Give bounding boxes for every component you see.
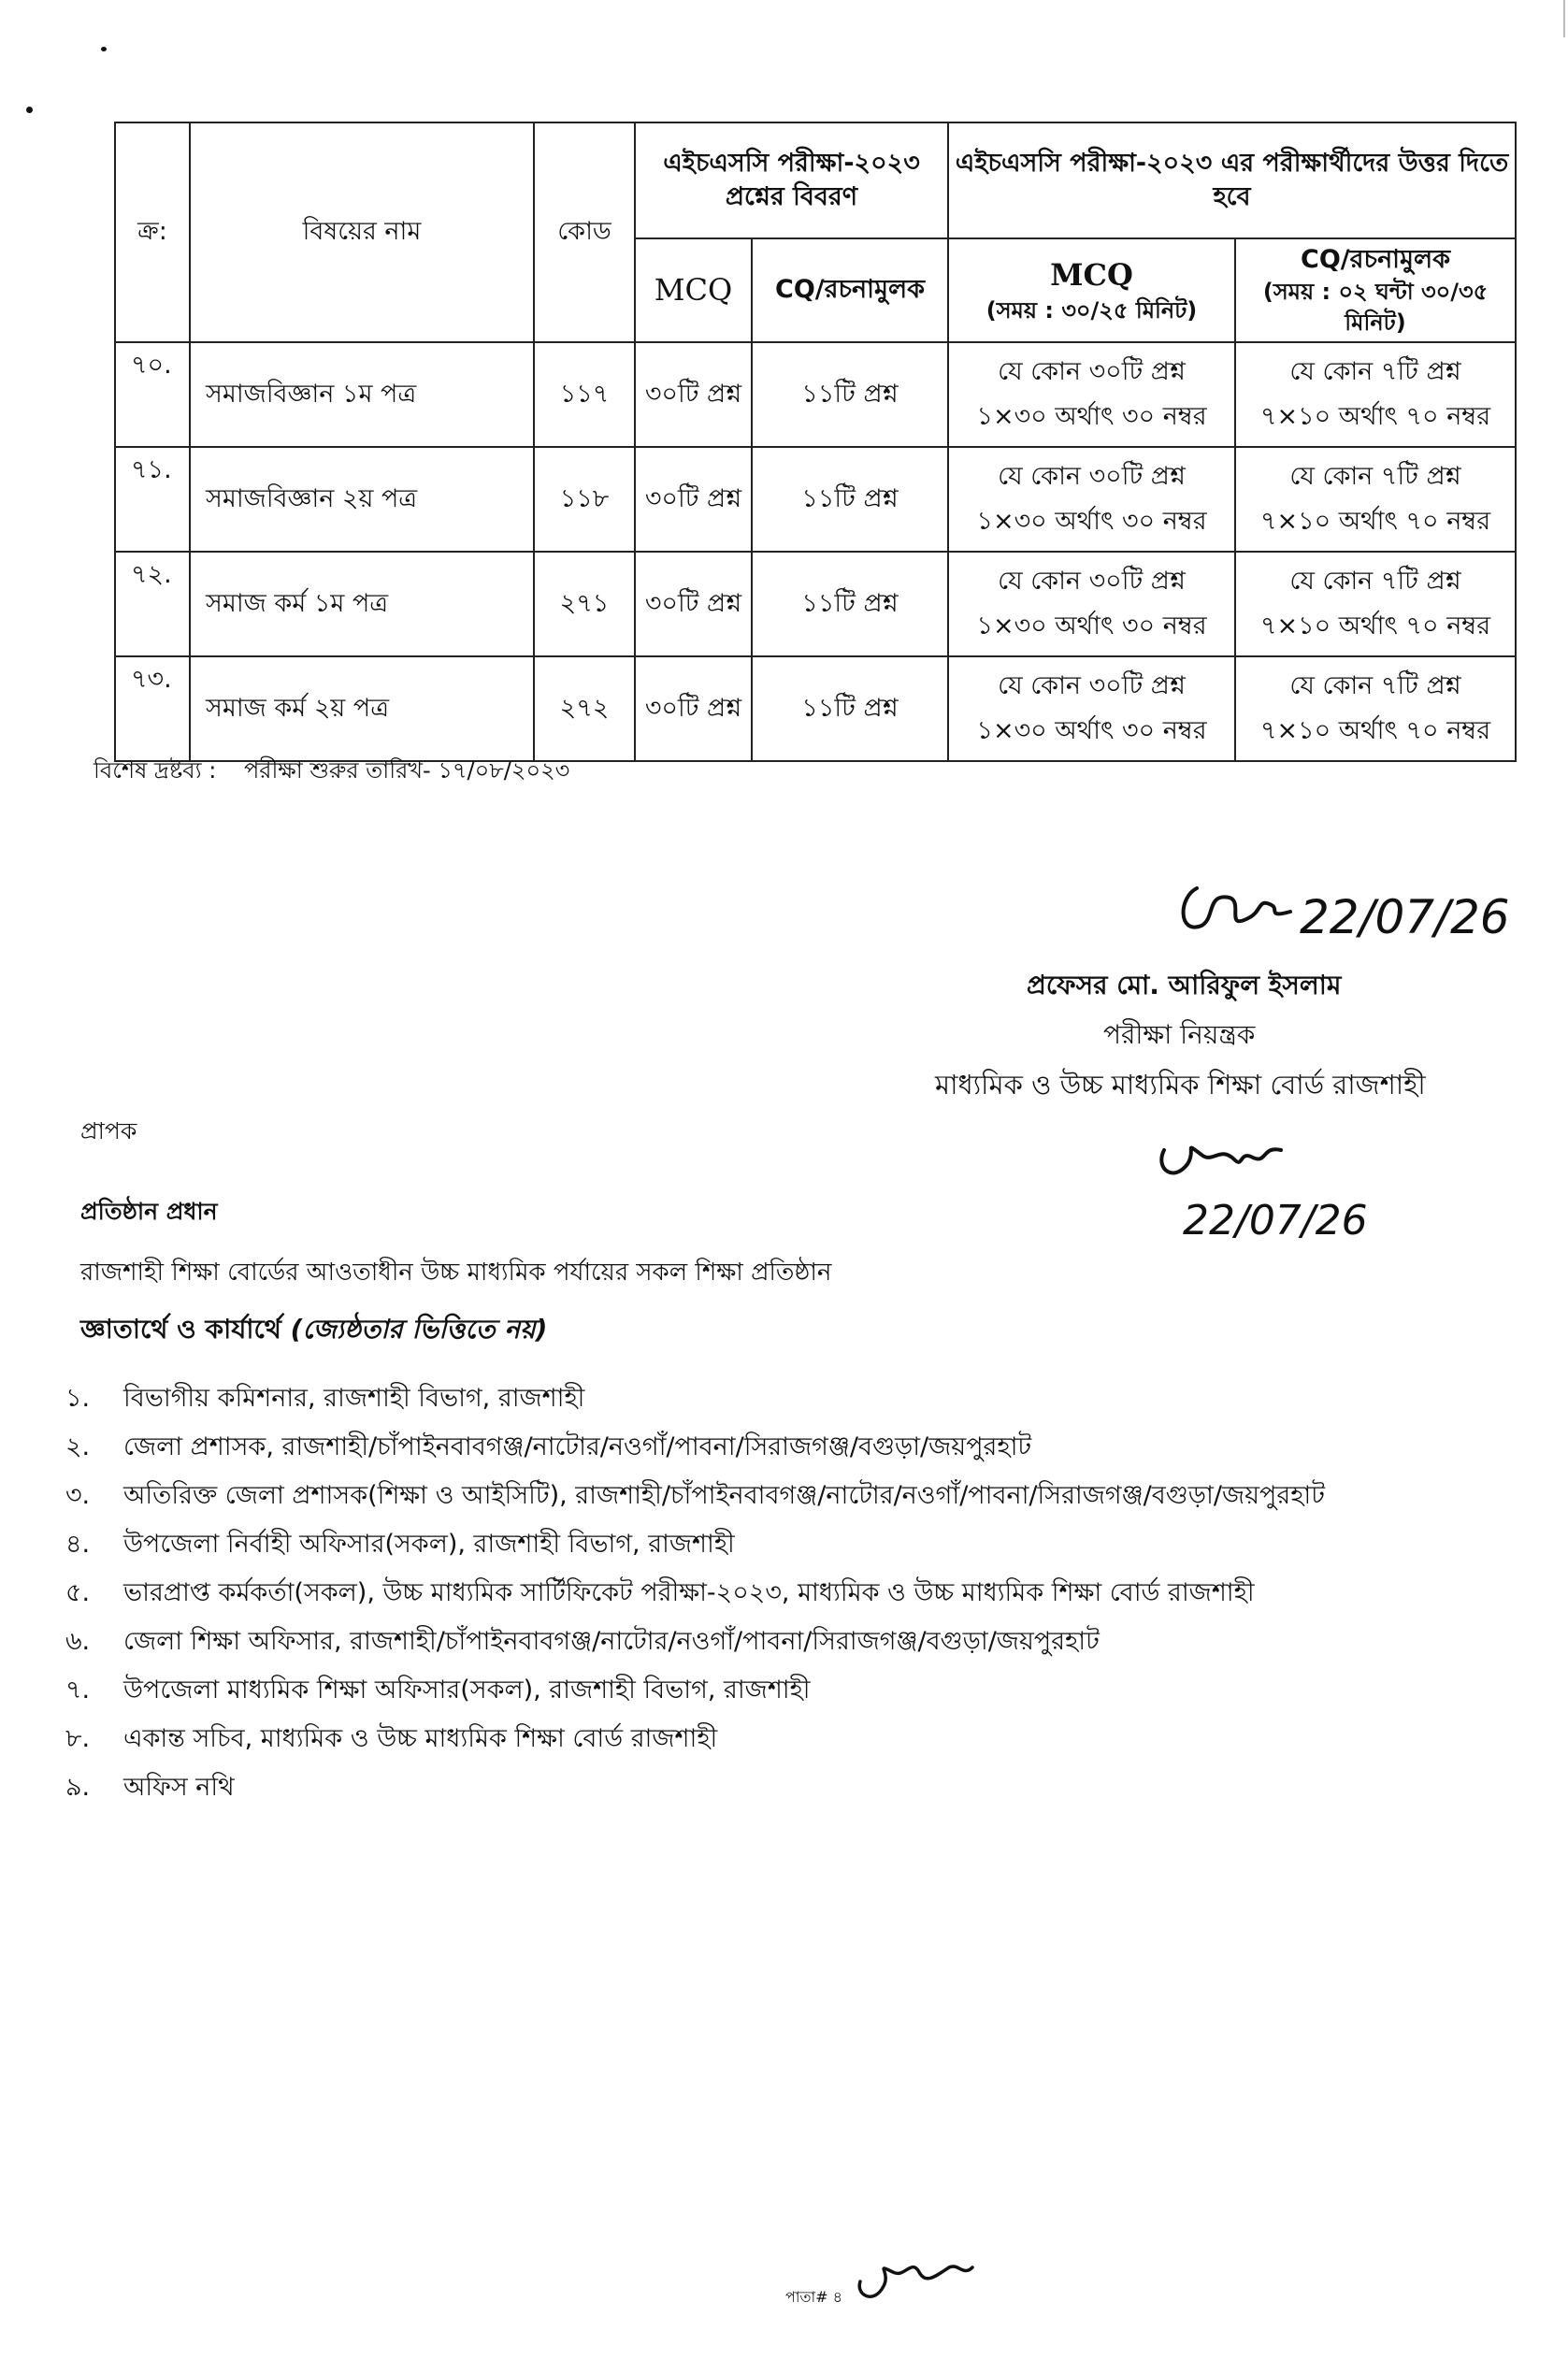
table-row [115, 447, 1516, 552]
row-serial: ৭১. [115, 447, 190, 552]
row-code: ১১৮ [534, 447, 635, 552]
row-cq-answer-marks: ৭×১০ অর্থাৎ ৭০ নম্বর [1259, 716, 1491, 746]
row-code: ২৭১ [534, 552, 635, 656]
row-mcq-answer-count: যে কোন ৩০টি প্রশ্ন [998, 356, 1186, 386]
list-item [65, 1472, 1524, 1520]
list-item [65, 1666, 1524, 1715]
exam-table [114, 122, 1517, 762]
row-cq-answer-marks: ৭×১০ অর্থাৎ ৭০ নম্বর [1259, 507, 1491, 537]
list-item [65, 1374, 1524, 1423]
page-number: পাতা# ৪ [785, 2288, 843, 2306]
list-number: ৫. [65, 1578, 91, 1607]
col-mcq-answer [948, 238, 1235, 342]
page-initial [846, 2239, 986, 2314]
list-text: একান্ত সচিব, মাধ্যমিক ও উচ্চ মাধ্যমিক শিক্ষা বোর্ড রাজশাহী [123, 1724, 718, 1753]
row-cq-answer [1235, 656, 1516, 761]
list-text: অতিরিক্ত জেলা প্রশাসক(শিক্ষা ও আইসিটি), রাজশাহী/চাঁপাইনবাবগঞ্জ/নাটোর/নওগাঁ/পাবনা/সিরাজগঞ্জ/বগুড়া/জয়পুরহাট [123, 1481, 1325, 1510]
row-mcq-answer-count: যে কোন ৩০টি প্রশ্ন [998, 566, 1186, 596]
row-cq-answer-count: যে কোন ৭টি প্রশ্ন [1289, 356, 1461, 386]
list-number: ৬. [65, 1627, 91, 1656]
row-mcq-answer-count: যে কোন ৩০টি প্রশ্ন [998, 670, 1186, 700]
institution-head-value: রাজশাহী শিক্ষা বোর্ডের আওতাধীন উচ্চ মাধ্যমিক পর্যায়ের সকল শিক্ষা প্রতিষ্ঠান [80, 1259, 832, 1287]
information-label [80, 1309, 547, 1353]
list-item [65, 1618, 1524, 1666]
row-subject: সমাজবিজ্ঞান ১ম পত্র [190, 342, 534, 447]
initial-date: 22/07/26 [1183, 1197, 1368, 1245]
list-text: ভারপ্রাপ্ত কর্মকর্তা(সকল), উচ্চ মাধ্যমিক সার্টিফিকেট পরীক্ষা-২০২৩, মাধ্যমিক ও উচ্চ মাধ্যমিক শিক্ষা বোর্ড রাজশাহী [123, 1578, 1255, 1607]
col-mcq: MCQ [635, 238, 752, 342]
row-cq-answer [1235, 447, 1516, 552]
list-text: উপজেলা নির্বাহী অফিসার(সকল), রাজশাহী বিভাগ, রাজশাহী [123, 1530, 735, 1559]
col-serial: ক্র: [115, 122, 190, 342]
row-mcq: ৩০টি প্রশ্ন [635, 656, 752, 761]
row-cq-answer-count: যে কোন ৭টি প্রশ্ন [1289, 670, 1461, 700]
row-cq-answer [1235, 342, 1516, 447]
col-cq-answer [1235, 238, 1516, 342]
row-cq-answer-marks: ৭×১০ অর্থাৎ ৭০ নম্বর [1259, 402, 1491, 432]
special-note-label: বিশেষ দ্রষ্টব্য : [94, 757, 217, 784]
list-text: বিভাগীয় কমিশনার, রাজশাহী বিভাগ, রাজশাহী [123, 1384, 585, 1413]
row-serial: ৭০. [115, 342, 190, 447]
row-mcq-answer-marks: ১×৩০ অর্থাৎ ৩০ নম্বর [976, 402, 1207, 432]
row-mcq: ৩০টি প্রশ্ন [635, 342, 752, 447]
list-text: উপজেলা মাধ্যমিক শিক্ষা অফিসার(সকল), রাজশাহী বিভাগ, রাজশাহী [123, 1676, 811, 1705]
distribution-list [65, 1374, 1524, 1812]
row-mcq-answer-marks: ১×৩০ অর্থাৎ ৩০ নম্বর [976, 716, 1207, 746]
list-number: ৩. [65, 1481, 91, 1510]
recipient-label: প্রাপক [80, 1117, 137, 1144]
row-code: ১১৭ [534, 342, 635, 447]
row-subject: সমাজ কর্ম ২য় পত্র [190, 656, 534, 761]
signatory-name: প্রফেসর মো. আরিফুল ইসলাম [1027, 970, 1342, 1000]
row-serial: ৭২. [115, 552, 190, 656]
col-group-question: এইচএসসি পরীক্ষা-২০২৩ প্রশ্নের বিবরণ [635, 122, 948, 238]
list-number: ৪. [65, 1530, 91, 1559]
table-row [115, 552, 1516, 656]
col-cq-answer-time: (সময় : ০২ ঘন্টা ৩০/৩৫ মিনিট) [1262, 279, 1489, 336]
col-mcq-answer-time: (সময় : ৩০/২৫ মিনিট) [985, 297, 1198, 324]
list-item [65, 1715, 1524, 1763]
list-item [65, 1569, 1524, 1618]
row-cq: ১১টি প্রশ্ন [752, 342, 948, 447]
list-item [65, 1520, 1524, 1569]
row-cq-answer-count: যে কোন ৭টি প্রশ্ন [1289, 461, 1461, 491]
list-number: ৯. [65, 1773, 91, 1802]
list-number: ৮. [65, 1724, 91, 1753]
row-cq: ১১টি প্রশ্ন [752, 447, 948, 552]
list-text: অফিস নথি [123, 1773, 235, 1802]
row-mcq-answer [948, 342, 1235, 447]
seniority-note: (জ্যেষ্ঠতার ভিত্তিতে নয়) [290, 1314, 548, 1345]
list-text: জেলা শিক্ষা অফিসার, রাজশাহী/চাঁপাইনবাবগঞ্জ/নাটোর/নওগাঁ/পাবনা/সিরাজগঞ্জ/বগুড়া/জয়পুরহাট [123, 1627, 1100, 1656]
row-code: ২৭২ [534, 656, 635, 761]
col-subject: বিষয়ের নাম [190, 122, 534, 342]
table-row [115, 656, 1516, 761]
handwritten-signature [1159, 860, 1561, 963]
row-serial: ৭৩. [115, 656, 190, 761]
signatory-title: পরীক্ষা নিয়ন্ত্রক [1103, 1019, 1256, 1050]
col-cq: CQ/রচনামুলক [752, 238, 948, 342]
row-mcq: ৩০টি প্রশ্ন [635, 552, 752, 656]
row-cq-answer-count: যে কোন ৭টি প্রশ্ন [1289, 566, 1461, 596]
list-item [65, 1423, 1524, 1472]
row-mcq-answer [948, 552, 1235, 656]
list-item [65, 1763, 1524, 1812]
table-row [115, 342, 1516, 447]
col-mcq-answer-label: MCQ [1050, 256, 1133, 293]
list-number: ২. [65, 1432, 91, 1461]
row-mcq-answer [948, 656, 1235, 761]
handwritten-initial [1145, 1113, 1426, 1253]
scan-dot [101, 47, 107, 51]
special-note-text: পরীক্ষা শুরুর তারিখ- ১৭/০৮/২০২৩ [243, 757, 570, 784]
scan-edge [1563, 0, 1565, 37]
row-mcq: ৩০টি প্রশ্ন [635, 447, 752, 552]
list-text: জেলা প্রশাসক, রাজশাহী/চাঁপাইনবাবগঞ্জ/নাটোর/নওগাঁ/পাবনা/সিরাজগঞ্জ/বগুড়া/জয়পুরহাট [123, 1432, 1032, 1461]
row-subject: সমাজ কর্ম ১ম পত্র [190, 552, 534, 656]
row-mcq-answer-count: যে কোন ৩০টি প্রশ্ন [998, 461, 1186, 491]
signature-date: 22/07/26 [1300, 890, 1510, 944]
row-mcq-answer-marks: ১×৩০ অর্থাৎ ৩০ নম্বর [976, 611, 1207, 641]
row-mcq-answer [948, 447, 1235, 552]
row-cq-answer [1235, 552, 1516, 656]
row-cq: ১১টি প্রশ্ন [752, 656, 948, 761]
col-cq-answer-label: CQ/রচনামুলক [1301, 245, 1451, 274]
col-code: কোড [534, 122, 635, 342]
row-mcq-answer-marks: ১×৩০ অর্থাৎ ৩০ নম্বর [976, 507, 1207, 537]
scan-dot [26, 107, 33, 113]
signatory-organization: মাধ্যমিক ও উচ্চ মাধ্যমিক শিক্ষা বোর্ড রাজশাহী [935, 1069, 1426, 1101]
information-label-text: জ্ঞাতার্থে ও কার্যার্থে [80, 1314, 281, 1345]
row-cq-answer-marks: ৭×১০ অর্থাৎ ৭০ নম্বর [1259, 611, 1491, 641]
col-group-answer: এইচএসসি পরীক্ষা-২০২৩ এর পরীক্ষার্থীদের উত্তর দিতে হবে [948, 122, 1516, 238]
special-note [94, 754, 569, 791]
row-subject: সমাজবিজ্ঞান ২য় পত্র [190, 447, 534, 552]
institution-head-label: প্রতিষ্ঠান প্রধান [80, 1198, 218, 1225]
list-number: ১. [65, 1384, 91, 1413]
row-cq: ১১টি প্রশ্ন [752, 552, 948, 656]
list-number: ৭. [65, 1676, 91, 1705]
